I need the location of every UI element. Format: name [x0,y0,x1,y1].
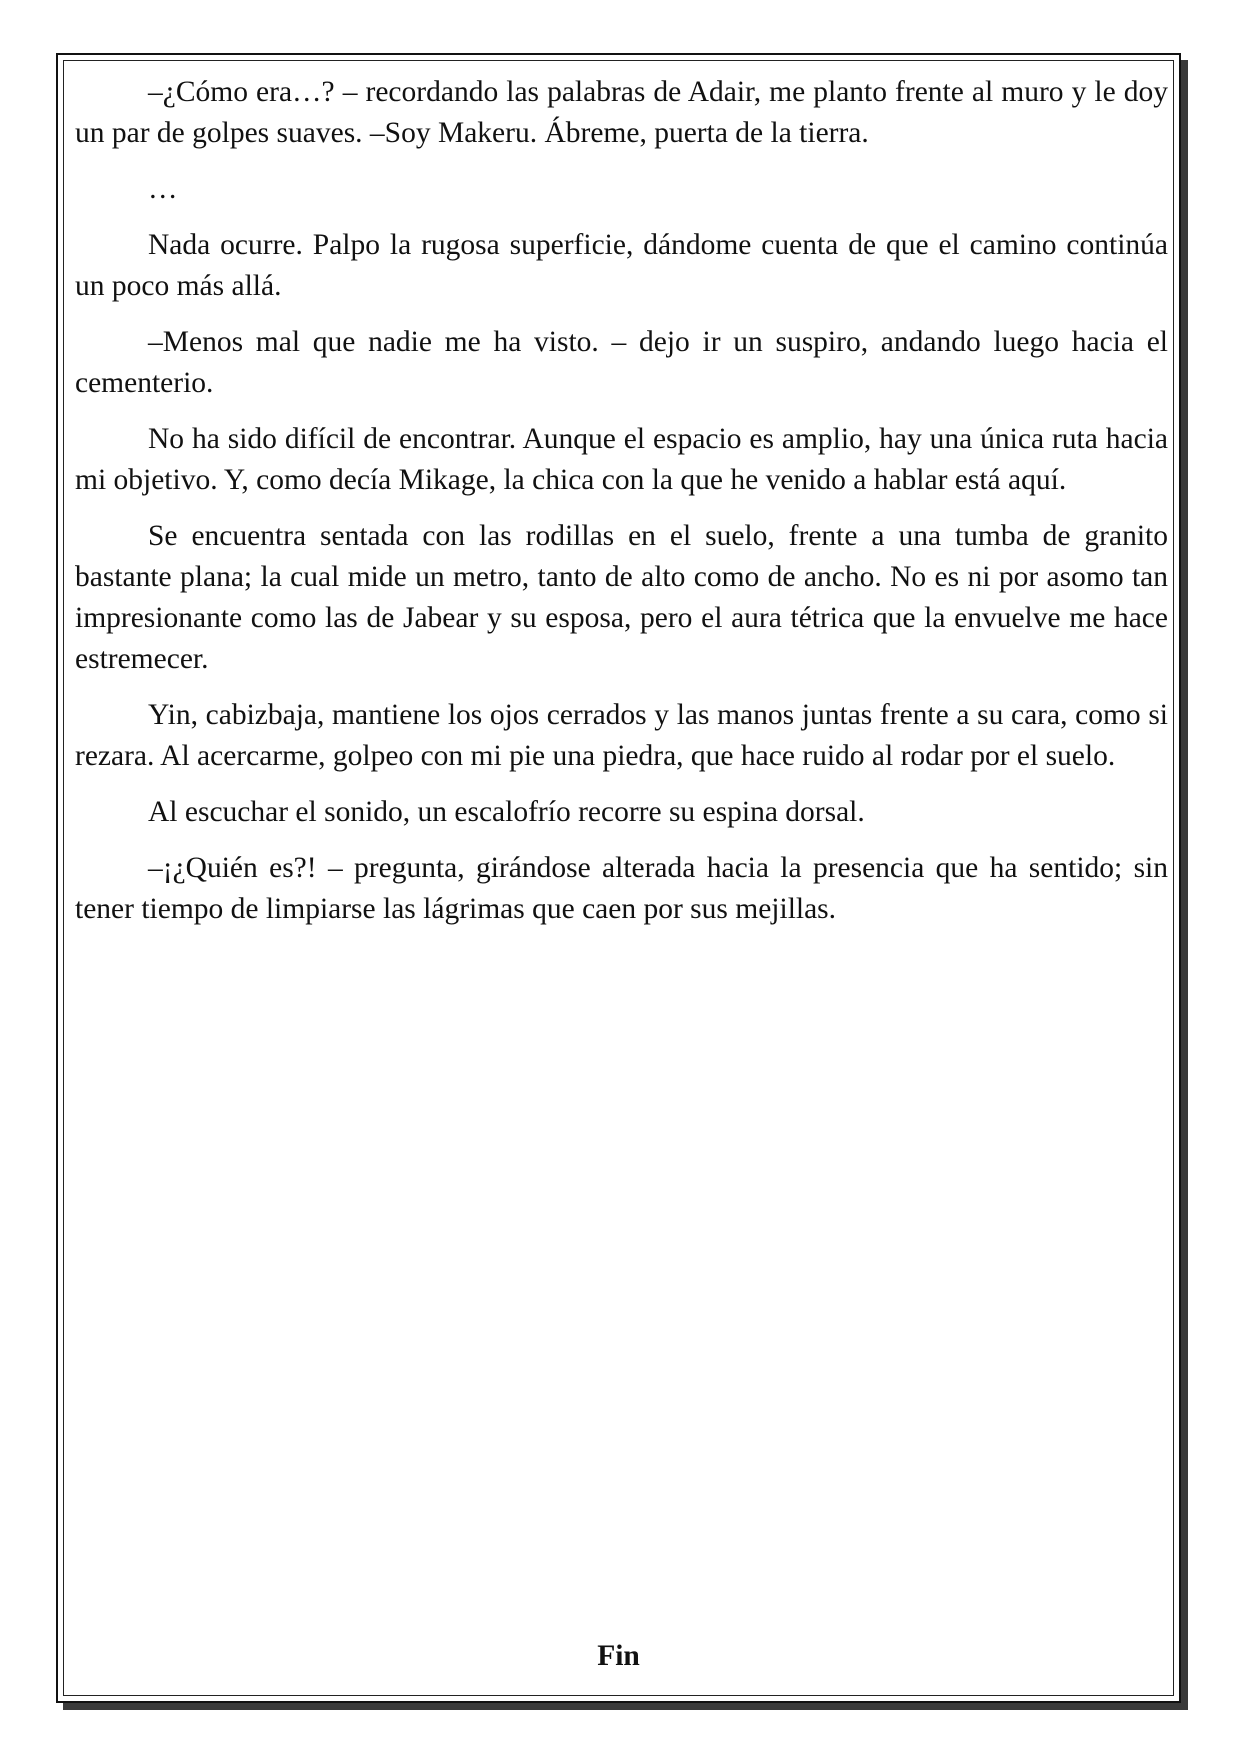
paragraph: Al escuchar el sonido, un escalofrío recorre su espina dorsal. [148,796,865,828]
paragraph: –Menos mal que nadie me ha visto. – dejo ir un suspiro, andando luego hacia el cementerio. [75,326,1168,399]
paragraph: No ha sido difícil de encontrar. Aunque el espacio es amplio, hay una única ruta hacia mi objetivo. Y, como decía Mikage, la chica con la que he venido a hablar está aquí. [75,423,1168,496]
paragraph: Se encuentra sentada con las rodillas en el suelo, frente a una tumba de granito bastante plana; la cual mide un metro, tanto de alto como de ancho. No es ni por asomo tan impresionante como las de Jabear y su esposa, pero el aura tétrica que la envuelve me hace estremecer. [75,520,1168,675]
end-label: Fin [597,1640,640,1672]
story-text [75,72,1168,945]
paragraph: … [148,173,178,205]
paragraph: –¿Cómo era…? – recordando las palabras de Adair, me planto frente al muro y le doy un par de golpes suaves. –Soy Makeru. Ábreme, puerta de la tierra. [75,76,1168,149]
paragraph: –¡¿Quién es?! – pregunta, girándose alterada hacia la presencia que ha sentido; sin tener tiempo de limpiarse las lágrimas que caen por sus mejillas. [75,852,1168,925]
paragraph: Nada ocurre. Palpo la rugosa superficie, dándome cuenta de que el camino continúa un poco más allá. [75,229,1168,302]
paragraph: Yin, cabizbaja, mantiene los ojos cerrados y las manos juntas frente a su cara, como si rezara. Al acercarme, golpeo con mi pie una piedra, que hace ruido al rodar por el suelo. [75,699,1168,772]
